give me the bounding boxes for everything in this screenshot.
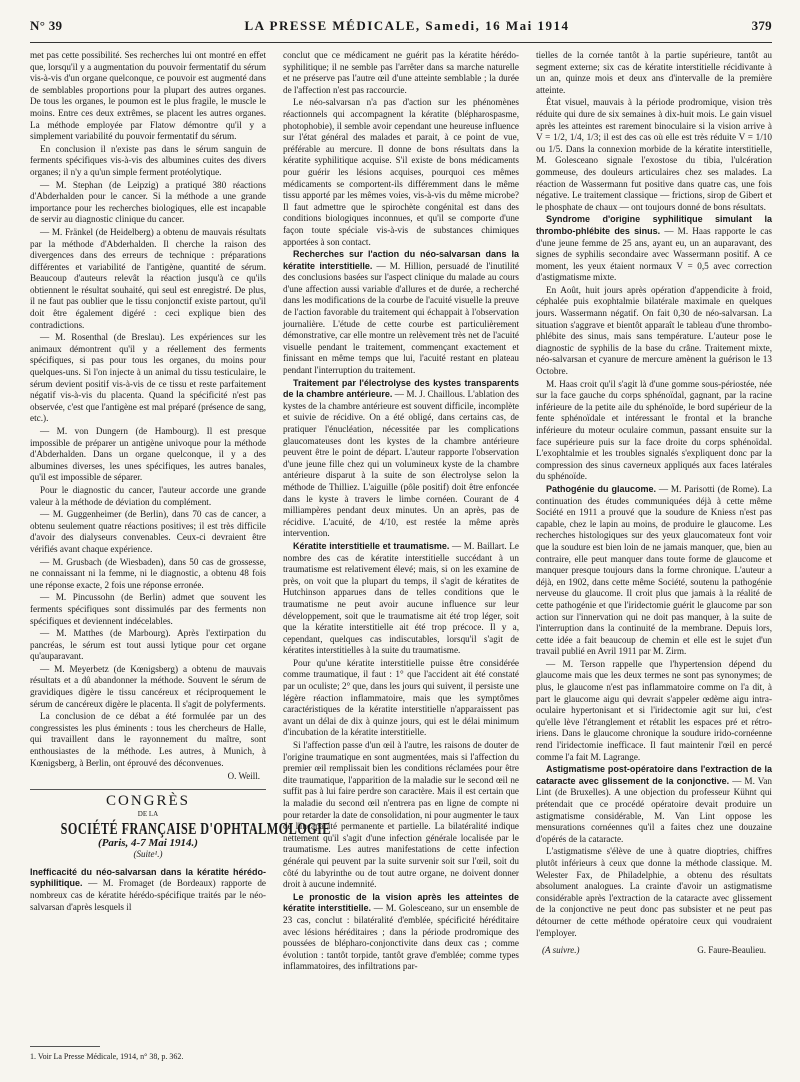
paragraph: En Août, huit jours après opération d'appendicite à froid, céphalée puis exophtalmie bilatérale maximale en quelques jours. Wassermann négatif. On fait 0,30 de néo-salvarsan. La situation s'aggrave et bientôt apparaît le tableau d'une thrombo-phlébite des sinus, mais sans température. L'auteur pose le diagnostic de syphilis de la base du crâne. Traitement mixte, néo-salvarsan et cyanure de mercure amènent la guérison le 13 Octobre. (536, 284, 772, 377)
paragraph: tielles de la cornée tantôt à la partie supérieure, tantôt au segment externe; six cas de kératite interstitielle récidivante à un an, quinze mois et deux ans d'intervalle de la première atteinte. (536, 50, 772, 95)
section-text: — M. Baillart. Le nombre des cas de kératite interstitielle succédant à un traumatisme est relativement élevé; mais, si on les examine de près, on voit que la plupart du temps, il s'agit de kératites de Hutchinson apparues dans de telles conditions que le traumatisme ne peut avoir aucune influence sur leur développement, soit que le traumatisme ait été trop léger, soit que la kératite interstitielle ait été trop précoce. Il y a, cependant, quelques cas indiscutables, lorsqu'il s'agit de kératites interstitielles à la suite du traumatisme. (283, 540, 519, 656)
congress-title-block (30, 792, 331, 861)
congress-heading: CONGRÈS (105, 792, 190, 809)
section-text: — M. Parisotti (de Rome). La continuation des études communiquées déjà à cette même Société en 1911 a prouvé que la soudure de Kniess n'est pas capable, chez le lapin au moins, de produire le glaucome. Les recherches histologiques sur des yeux glaucomateux font voir que la soudure est bien loin de ne jamais manquer, que, bien au contraire, elle peut manquer dans toute forme de glaucome et manquer presque toujours dans la forme chronique. L'auteur a déjà, en 1902, dans cette même Société, soutenu la pathogénie nerveuse du glaucome. Il croit plus que jamais à la réalité de cette pathogénie et que l'iridectomie guérit le glaucome par son action sur l'innervation qui ne doit pas manquer, à la suite de l'interruption dans la continuité de la membrane. Depuis lors, cette idée a fait beaucoup de chemin et elle est le sujet d'un travail publié en Avril 1911 par M. Zirm. (536, 483, 772, 657)
paragraph: État visuel, mauvais à la période prodromique, vision très réduite qui dure de six semaines à dix-huit mois. Le gain visuel après les atteintes est rarement binoculaire si la vision arrive à V = 1/2, 1/4, 1/3; il est des cas où elle est très réduite V = 1/10 ou 1/5. Dans la connexion morbide de la kératite interstitielle, M. Golesceano signale l'exostose du tibia, l'ulcération gommeuse, des douleurs articulaires chez ses malades. La réaction de Wassermann fut positive dans quatre cas, une fois négative. Le traitement classique — frictions, sirop de Gibert et le phosphate de chaux — ont toujours donné de bons résultats. (536, 97, 772, 212)
paragraph: — M. Guggenheimer (de Berlin), dans 70 cas de cancer, a obtenu seulement quatre réactions positives; il est très difficile d'avoir des dialyseurs convenables. Ceux-ci devraient être vérifiés avant chaque expérience. (30, 509, 266, 554)
paragraph: — M. Fränkel (de Heidelberg) a obtenu de mauvais résultats par la méthode d'Abderhalden. Il cherche la raison des divergences dans des erreurs de technique : préparations différentes et variabilité de l'antigène, quantité de sérum. Beaucoup d'auteurs relevât la réaction jusqu'à ce qu'ils obtiennent le résultat souhaité, qui seul est enregistré. De plus, il ne faut pas oublier que le tissu conjonctif existe partout, qu'il doit être également digéré : ceci explique bien des contradictions. (30, 226, 266, 330)
article-section (283, 249, 519, 377)
header-rule (30, 42, 772, 43)
article-section (30, 867, 266, 913)
paragraph: — M. von Dungern (de Hambourg). Il est presque impossible de préparer un antigène univoque pour la méthode d'Abderhalden. Dans un organe quelconque, il y a des albumines diverses, les unes spécifiques, les autres banales, qu'il est impossible de séparer. (30, 426, 266, 483)
to-be-continued: (A suivre.) (542, 945, 580, 956)
paragraph: — M. Pincussohn (de Berlin) admet que souvent les ferments spécifiques sont dissimulés par des ferments non spécifiques et deviennent indécelables. (30, 592, 266, 626)
footnote-rule (30, 1046, 100, 1047)
article-section (536, 764, 772, 845)
section-text: — M. Haas rapporte le cas d'une jeune femme de 25 ans, ayant eu, un an auparavant, des signes de syphilis secondaire avec Wassermann positif. A ce moment, les yeux étaient normaux V = 0,5 avec correction d'astigmatisme mixte. (536, 225, 772, 283)
footnote: 1. Voir La Presse Médicale, 1914, n° 38, p. 362. (30, 1052, 184, 1061)
author-signature: O. Weill. (227, 771, 260, 782)
paragraph: met pas cette possibilité. Ses recherches lui ont montré en effet que, lorsqu'il y a augmentation du pouvoir fermentatif du sérum vis-à-vis d'un organe quelconque, ce pouvoir est augmenté dans de semblables proportions pour la plupart des autres organes. De tous les organes, le poumon est le plus fragile, le muscle le moins. Entre ces deux extrêmes, se placent les autres organes. La méthode employée par Flatow démontre qu'il y a simplement variabilité du pouvoir fermentatif du sérum. (30, 50, 266, 142)
journal-title: LA PRESSE MÉDICALE, Samedi, 16 Mai 1914 (244, 18, 570, 33)
article-section (536, 214, 772, 284)
section-text: — M. Hillion, persuadé de l'inutilité des conclusions basées sur l'aspect clinique du malade au cours d'une affection aussi variable d'allures et de durée, a recherché dans les modifications de la courbe de l'acuité visuelle la preuve de l'action favorable du traitement qui échappait à l'observation journalière. L'étude de cette courbe est particulièrement démonstrative, car elle montre un relèvement très net de l'acuité visuelle pendant le traitement, commençant exactement et finissant en même temps que lui, l'acuité restant en plateau pendant l'interruption du traitement. (283, 260, 519, 376)
congress-of-the: DE LA (137, 810, 159, 819)
paragraph: La conclusion de ce débat a été formulée par un des congressistes les plus éminents : tous les chercheurs de Halle, qui travaillent dans le rayonnement du maître, sont enthousiastes de la méthode. Les autres, à Munich, à Kœnigsberg, à Berlin, ont éprouvé des déconvenues. (30, 711, 266, 768)
column-2 (283, 50, 519, 1070)
section-heading: Pathogénie du glaucome. (546, 483, 657, 494)
paragraph: M. Haas croit qu'il s'agit là d'une gomme sous-périostée, née sur la face gauche du corps sphénoïdal, gagnant, par la racine inférieure de la petite aile du sphénoïde, le bord supérieur de la fente sphénoïdale et intéressant le frontal et la branche inférieure du moteur oculaire commun, passant ensuite sur la face supérieure puis sur la face droite du corps sphénoïdal. L'exophtalmie et les troubles signalés s'expliquent donc par la compression des sinus caverneux appliqués aux faces latérales du sphénoïde. (536, 378, 772, 482)
article-section (283, 541, 519, 657)
page-number: 379 (751, 18, 772, 33)
section-heading: Syndrome d'origine syphilitique simulant la thrombo-phlébite des sinus. (536, 214, 772, 236)
article-section (536, 484, 772, 658)
section-divider (30, 789, 266, 790)
paragraph: — M. Rosenthal (de Breslau). Les expériences sur les animaux démontrent qu'il y a réellement des ferments spécifiques, si pas pour tous les organes, du moins pour quelques-uns. Si l'on injecte à un animal du tissu testiculaire, le sérum devient positif vis-à-vis de ce tissu et reste parfaitement négatif vis-à-vis du placenta. Quand la spécificité n'est pas observée, c'est que l'antigène est mal préparé (présence de sang, etc.). (30, 332, 266, 424)
article-section (283, 892, 519, 973)
paragraph: Le néo-salvarsan n'a pas d'action sur les phénomènes réactionnels qui accompagnent la kératite (blépharospasme, photophobie), il semble avoir cependant une heureuse influence sur l'état général des malades et parait, à ce point de vue, préférable au mercure. Il donne de bons résultats dans la kératite syphilitique acquise. S'il existe de bons médicaments pour guérir les lésions acquises, pourquoi ces mêmes médicaments se comportent-ils différemment dans le même tissu apporté par les mêmes voies, vis-à-vis du même microbe? Il faut admettre que le spirochète congénital est dans des conditions biologiques inconnues, et qu'il se comporte d'une façon toute spéciale vis-à-vis de substances chimiques apportées à son contact. (283, 97, 519, 247)
issue-number: N° 39 (30, 18, 63, 33)
society-name: SOCIÉTÉ FRANÇAISE D'OPHTALMOLOGIE (60, 819, 331, 838)
continued-note: (Suite¹.) (133, 849, 163, 860)
paragraph: — M. Terson rappelle que l'hypertension dépend du glaucome mais que les deux termes ne sont pas synonymes; de plus, le glaucome n'est pas inflammatoire comme on l'a dit, à part le glaucome aigu qui devrait s'appeler œdème aigu intra-oculaire hypertonisant et si l'iridectomie agit sur lui, c'est qu'elle lève l'étranglement et rétablit les espaces pré et rétro-iriens. Dans le glaucome chronique la soudure irido-cornéenne rend l'iridectomie inefficace. Il faut maintenir l'œil en percé comme l'a fait M. Lagrange. (536, 658, 772, 762)
closing-line (536, 945, 772, 957)
article-section (283, 378, 519, 540)
section-heading: Kératite interstitielle et traumatisme. (293, 540, 450, 551)
paragraph: Si l'affection passe d'un œil à l'autre, les raisons de douter de l'origine traumatique en sont augmentées, mais si l'affection du premier œil remplissait bien les conditions réclamées pour être dite traumatique, l'apparition de la maladie sur le second œil ne suffit pas à lui faire perdre son caractère. Mais il est certain que la maladie du second œil n'entrera pas en ligne de compte ni pour retarder la date de consolidation, ni pour augmenter le taux de l'incapacité permanente et partielle. La bilatéralité indique nettement qu'il s'agit d'une infection générale localisée par le traumatisme. Les autres manifestations de cette infection générale qui peuvent par la suite survenir soit sur l'œil, soit du côté du labyrinthe ou de tout autre organe, ne doivent donner droit à aucune indemnité. (283, 740, 519, 890)
section-heading: Traitement par l'électrolyse des kystes transparents de la chambre antérieure. (283, 377, 519, 400)
author-signature: G. Faure-Beaulieu. (697, 945, 766, 956)
section-heading: Le pronostic de la vision après les atteintes de kératite interstitielle. (283, 891, 519, 914)
paragraph: — M. Matthes (de Marbourg). Après l'extirpation du pancréas, le sérum est tout aussi lytique pour cet organe qu'auparavant. (30, 628, 266, 662)
section-heading: Astigmatisme post-opératoire dans l'extraction de la cataracte avec glissement de la conjonctive. (536, 764, 772, 786)
section-heading: Inefficacité du néo-salvarsan dans la kératite hérédo-syphilitique. (30, 866, 266, 889)
column-3 (536, 50, 772, 1070)
paragraph: — M. Stephan (de Leipzig) a pratiqué 380 réactions d'Abderhalden pour le cancer. Si la méthode a une grande importance pour les recherches biologiques, elle est incapable de servir au diagnostic clinique du cancer. (30, 179, 266, 225)
page-header (30, 18, 772, 40)
paragraph: En conclusion il n'existe pas dans le sérum sanguin de ferments spécifiques vis-à-vis des albumines cuites des divers organes; il n'y a qu'un simple ferment protéolytique. (30, 143, 266, 177)
paragraph: — M. Grusbach (de Wiesbaden), dans 50 cas de grossesse, ne connaissant ni la femme, ni le diagnostic, a obtenu 48 fois une réponse exacte, 2 fois une réponse erronée. (30, 556, 266, 590)
paragraph: Pour le diagnostic du cancer, l'auteur accorde une grande valeur à la méthode de déviation du complément. (30, 484, 266, 507)
section-text: — M. Van Lint (de Bruxelles). A une objection du professeur Kühnt qui prétendait que ce procédé opératoire devait produire un astigmatisme considérable, M. Van Lint oppose les mensurations cornéennes qu'il a faites chez une douzaine d'opérés de la cataracte. (536, 775, 773, 844)
section-text: — M. Fromaget (de Bordeaux) rapporte de nombreux cas de kératite hérédo-spécifique traités par le néo-salvarsan d'après lesquels il (30, 878, 266, 912)
paragraph: L'astigmatisme s'élève de une à quatre dioptries, chiffres plutôt inférieurs à ceux que donne la méthode classique. M. Welester Fax, de Philadelphie, a obtenu des résultats absolument analogues. La crainte d'avoir un astigmatisme considérable après l'extraction de la cataracte avec glissement de la conjonctive ne peut donc pas subsister et ne peut pas détourner de cette méthode opératoire ceux qui voudraient l'employer. (536, 846, 772, 938)
section-text: — M. Golesceano, sur un ensemble de 23 cas, conclut : bilatéralité d'emblée, spécificité héréditaire avec lésions héréditaires ; dans la période prodromique des poussées de blépharo-conjonctivite dans deux cas ; comme évolution : tantôt torpide, tantôt grave d'emblée; comme types inflammatoires, des infiltrations par- (283, 903, 519, 972)
congress-dates: (Paris, 4-7 Mai 1914.) (98, 836, 198, 849)
paragraph: — M. Meyerbetz (de Kœnigsberg) a obtenu de mauvais résultats et a dû abandonner la méthode. Souvent le sérum de gravidiques digère le tissu cancéreux et réciproquement le sérum de cancéreux digère le placenta. Il s'agit de polyferments. (30, 663, 266, 709)
section-text: — M. J. Chaillous. L'ablation des kystes de la chambre antérieure est souvent difficile, incomplète et suivie de récidive. On a été obligé, dans certains cas, de pratiquer l'énucléation, nécessitée par les complications glaucomateuses dont les kystes de la chambre antérieure peuvent être le point de départ. L'auteur rapporte l'observation d'une jeune fille chez qui un volumineux kyste de la chambre antérieure disparut à la suite de son électrolyse selon la méthode de Thilliez. L'aiguille (pôle positif) doit être enfoncée dans le kyste à travers le limbe cornéen. Courant de 4 milliampères pendant deux minutes. Un an après, pas de récidive. L'acuité, de 4/10, est restée la même après intervention. (283, 389, 520, 539)
paragraph: Pour qu'une kératite interstitielle puisse être considérée comme traumatique, il faut : 1° que l'accident ait été constaté par un oculiste; 2° que, dans les jours qui suivent, il persiste une légère réaction inflammatoire, mais que les symptômes caractéristiques de la kératite interstitielle n'apparaissent pas avant un délai de dix à quinze jours, qui est le délai minimum d'incubation de la kératite interstitielle. (283, 657, 519, 738)
section-heading: Recherches sur l'action du néo-salvarsan dans la kératite interstitielle. (283, 249, 519, 271)
column-1 (30, 50, 331, 1070)
paragraph: conclut que ce médicament ne guérit pas la kératite hérédo-syphilitique; il ne semble pas l'arrêter dans sa marche naturelle et ne préserve pas l'autre œil d'une atteinte semblable ; la durée de l'affection n'est pas raccourcie. (283, 50, 519, 95)
